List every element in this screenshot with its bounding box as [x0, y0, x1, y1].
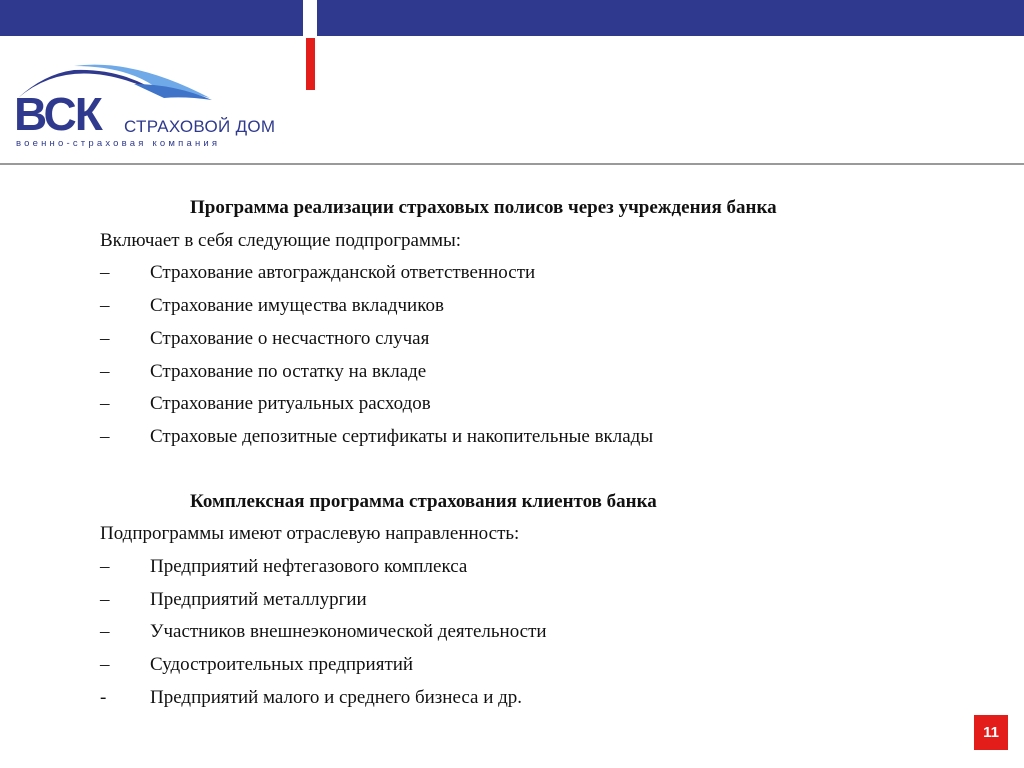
list-item: [0, 257, 1024, 290]
list-marker: –: [100, 556, 110, 578]
list-marker: –: [100, 654, 110, 676]
list-item: [0, 388, 1024, 421]
list-marker: –: [100, 393, 110, 415]
list-item: [0, 356, 1024, 389]
list-item-text: Страхование ритуальных расходов: [150, 393, 431, 415]
header-divider: [0, 163, 1024, 165]
list-item-text: Страхование имущества вкладчиков: [150, 295, 444, 317]
section1-list: [0, 257, 1024, 453]
list-marker: –: [100, 360, 110, 382]
logo-name-text: СТРАХОВОЙ ДОМ: [124, 117, 276, 136]
list-marker: –: [100, 425, 110, 447]
list-item-text: Участников внешнеэкономической деятельности: [150, 621, 547, 643]
list-item-text: Предприятий металлургии: [150, 588, 367, 610]
logo-mark-text: ВСК: [14, 88, 101, 140]
section1-intro: Включает в себя следующие подпрограммы:: [100, 229, 462, 251]
list-item: [0, 649, 1024, 682]
page-number-badge: 11: [974, 715, 1008, 750]
top-banner-left: [0, 0, 303, 36]
list-item: [0, 551, 1024, 584]
section-spacer: [0, 454, 1024, 486]
list-item: [0, 682, 1024, 715]
list-item-text: Предприятий малого и среднего бизнеса и др.: [150, 686, 523, 708]
list-item: [0, 421, 1024, 454]
list-item: [0, 323, 1024, 356]
list-marker: –: [100, 262, 110, 284]
logo-tagline-text: военно-страховая компания: [16, 138, 221, 149]
list-marker: –: [100, 327, 110, 349]
list-item: [0, 290, 1024, 323]
list-item-text: Судостроительных предприятий: [150, 654, 414, 676]
list-marker: –: [100, 295, 110, 317]
slide-content: [0, 192, 1024, 715]
list-item-text: Предприятий нефтегазового комплекса: [150, 556, 468, 578]
list-item: [0, 584, 1024, 617]
section2-heading: Комплексная программа страхования клиентов банка: [190, 490, 657, 512]
list-marker: –: [100, 621, 110, 643]
section2-list: [0, 551, 1024, 715]
list-marker: -: [100, 686, 107, 708]
vsk-logo: [14, 56, 304, 152]
list-marker: –: [100, 588, 110, 610]
list-item-text: Страхование по остатку на вкладе: [150, 360, 427, 382]
list-item-text: Страховые депозитные сертификаты и накопительные вклады: [150, 425, 654, 447]
vsk-logo-graphic: [14, 56, 304, 152]
top-banner-right: [317, 0, 1024, 36]
red-accent-stripe: [306, 38, 315, 90]
section2-intro: Подпрограммы имеют отраслевую направленность:: [100, 523, 520, 545]
section1-heading: Программа реализации страховых полисов через учреждения банка: [190, 197, 777, 218]
list-item: [0, 616, 1024, 649]
list-item-text: Страхование о несчастного случая: [150, 327, 430, 349]
list-item-text: Страхование автогражданской ответственности: [150, 262, 536, 284]
